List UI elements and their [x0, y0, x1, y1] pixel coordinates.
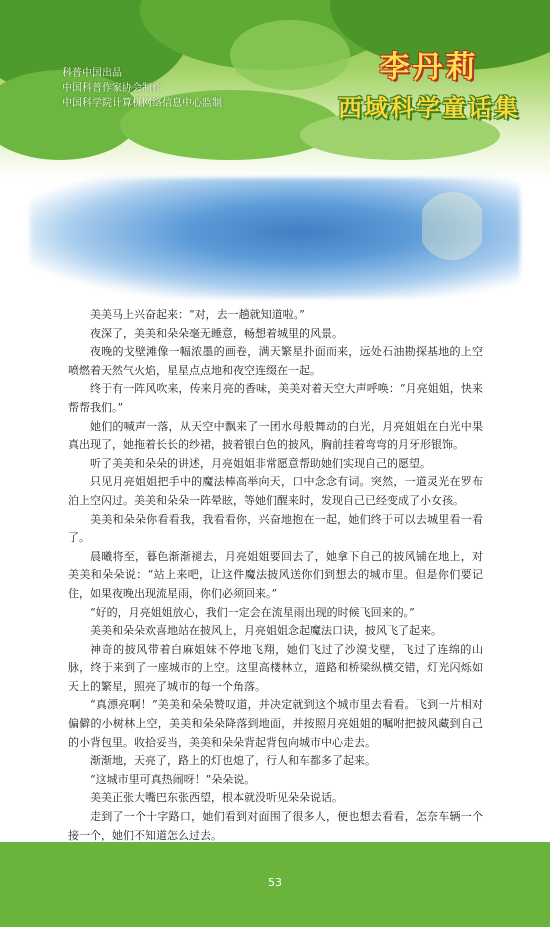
crescent-moon-icon: [422, 190, 482, 262]
paragraph: 神奇的披风带着白麻姐妹不停地飞翔，她们飞过了沙漠戈壁，飞过了连绵的山脉，终于来到了一座城市的上空。这里高楼林立，道路和桥梁纵横交错，灯光闪烁如天上的繁星，照亮了城市的每一个角落。: [68, 642, 483, 693]
series-title-block: [338, 42, 520, 123]
paragraph: 走到了一个十字路口，她们看到对面围了很多人，便也想去看看，怎奈车辆一个接一个，她们不知道怎么过去。: [68, 810, 483, 842]
series-name: 西域科学童话集: [338, 94, 520, 122]
publisher-block: [62, 66, 222, 111]
paragraph: 夜深了，美美和朵朵毫无睡意，畅想着城里的风景。: [90, 326, 343, 340]
paragraph: “真漂亮啊！”美美和朵朵赞叹道，并决定就到这个城市里去看看。飞到一片相对偏僻的小树林上空，美美和朵朵降落到地面，并按照月亮姐姐的嘱咐把披风藏到自己的小背包里。收拾妥当，美美和朵朵背起背包向城市中心走去。: [68, 698, 483, 749]
paragraph: 美美正张大嘴巴东张西望，根本就没听见朵朵说话。: [90, 791, 343, 805]
paragraph: 她们的喊声一落，从天空中飘来了一团水母般舞动的白光，月亮姐姐在白光中果真出现了，她拖着长长的纱裙，披着银白色的披风，胸前挂着弯弯的月牙形银饰。: [68, 419, 483, 452]
paragraph: 美美和朵朵你看看我，我看看你，兴奋地抱在一起，她们终于可以去城里看一看了。: [68, 512, 483, 545]
paragraph: 终于有一阵风吹来，传来月亮的香味，美美对着天空大声呼唤：“月亮姐姐，快来帮帮我们。”: [68, 382, 483, 414]
paragraph: 美美马上兴奋起来：“对，去一趟就知道啦。”: [90, 308, 305, 321]
foliage-decoration: [230, 20, 350, 90]
publisher-line: 科普中国出品: [62, 68, 122, 79]
page-number: 53: [268, 876, 282, 889]
paragraph: 夜晚的戈壁滩像一幅浓墨的画卷，满天繁星扑面而来，远处石油勘探基地的上空喷燃着天然气火焰，星星点点地和夜空连缀在一起。: [68, 345, 483, 377]
paragraph: 晨曦将至，暮色渐渐褪去，月亮姐姐要回去了，她拿下自己的披风铺在地上，对美美和朵朵说：“站上来吧，让这件魔法披风送你们到想去的城市里。但是你们要记住，如果夜晚出现流星雨，你们必须回来。”: [68, 549, 483, 600]
header-banner: [0, 0, 550, 180]
author-name: 李丹莉: [379, 50, 479, 85]
paragraph: “这城市里可真热闹呀！”朵朵说。: [90, 772, 256, 786]
paragraph: 只见月亮姐姐把手中的魔法棒高举向天，口中念念有词。突然，一道灵光在罗布泊上空闪过。美美和朵朵一阵晕眩，等她们醒来时，发现自己已经变成了小女孩。: [68, 475, 483, 507]
paragraph: “好的，月亮姐姐放心，我们一定会在流星雨出现的时候飞回来的。”: [90, 605, 415, 619]
paragraph: 渐渐地，天亮了，路上的灯也熄了，行人和车都多了起来。: [90, 754, 376, 768]
paragraph: 美美和朵朵欢喜地站在披风上，月亮姐姐念起魔法口诀，披风飞了起来。: [90, 624, 442, 638]
paragraph: 听了美美和朵朵的讲述，月亮姐姐非常愿意帮助她们实现自己的愿望。: [90, 456, 431, 470]
story-text: [68, 306, 483, 845]
publisher-line: 中国科普作家协会制作: [62, 83, 162, 94]
publisher-line: 中国科学院计算机网络信息中心监制: [62, 98, 222, 109]
